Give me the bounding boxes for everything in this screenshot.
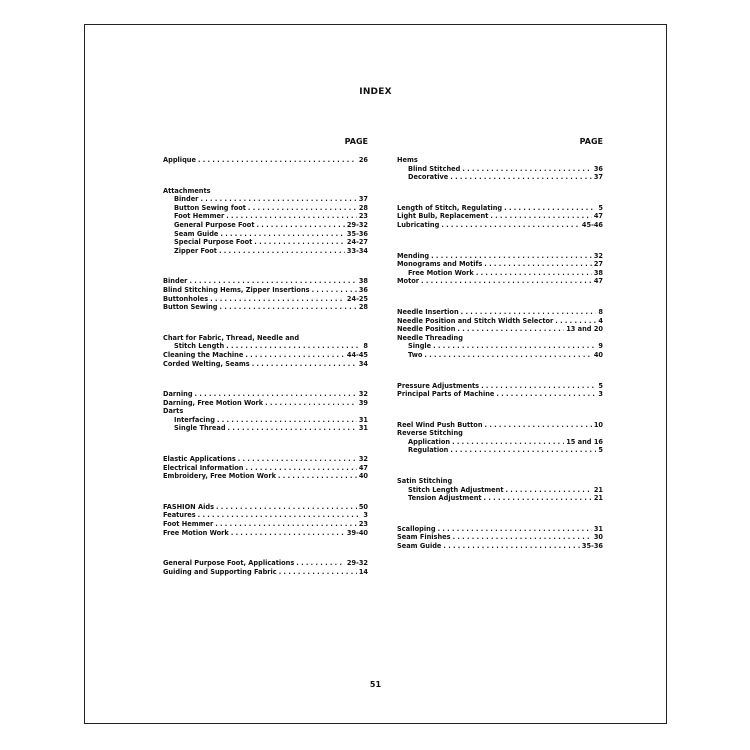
dot-leader (452, 438, 564, 447)
entry-label: Needle Insertion (397, 307, 459, 316)
dot-leader (200, 195, 356, 204)
entry-label: Length of Stitch, Regulating (397, 203, 503, 212)
index-group (397, 525, 603, 551)
document-page (84, 24, 667, 724)
index-entry (397, 429, 603, 438)
entry-page: 31 (358, 424, 368, 433)
entry-label: Reverse Stitching (397, 429, 463, 438)
entry-label: Elastic Applications (163, 455, 236, 464)
entry-label: Zipper Foot (174, 246, 217, 255)
entry-label: Darning (163, 390, 193, 399)
index-entry (397, 260, 603, 269)
dot-leader (490, 212, 591, 221)
entry-page: 40 (593, 350, 603, 359)
index-group (163, 390, 368, 433)
entry-page: 35-36 (346, 229, 368, 238)
entry-page: 3 (598, 390, 603, 399)
entry-page: 27 (593, 260, 603, 269)
entry-page: 13 and 20 (566, 325, 603, 334)
page-column-heading: PAGE (579, 137, 603, 146)
entry-page: 39-40 (346, 528, 368, 537)
entry-label: Pressure Adjustments (397, 381, 480, 390)
dot-leader (220, 303, 357, 312)
entry-page: 50 (358, 502, 368, 511)
index-subentry (397, 446, 603, 455)
dot-leader (433, 342, 596, 351)
entry-label: Blind Stitching Hems, Zipper Insertions (163, 285, 310, 294)
entry-page: 29-32 (346, 220, 368, 229)
entry-page: 30 (593, 533, 603, 542)
dot-leader (496, 390, 596, 399)
entry-page: 33-34 (346, 246, 368, 255)
index-entry (397, 477, 603, 486)
dot-leader (210, 295, 345, 304)
index-subentry (397, 342, 603, 351)
index-entry (163, 334, 368, 343)
dot-leader (296, 559, 345, 568)
index-entry (397, 277, 603, 286)
dot-leader (484, 494, 592, 503)
dot-leader (198, 511, 362, 520)
index-entry (397, 525, 603, 534)
index-subentry (397, 438, 603, 447)
entry-label: Foot Hemmer (174, 212, 225, 221)
dot-leader (279, 568, 357, 577)
index-subentry (163, 221, 368, 230)
entry-label: Guiding and Supporting Fabric (163, 567, 277, 576)
index-entry (163, 277, 368, 286)
dot-leader (278, 472, 357, 481)
index-subentry (163, 195, 368, 204)
entry-page: 32 (358, 390, 368, 399)
entry-page: 4 (598, 316, 603, 325)
entry-label: Seam Finishes (397, 533, 451, 542)
entry-label: Special Purpose Foot (174, 238, 253, 247)
dot-leader (438, 525, 592, 534)
index-entry (163, 529, 368, 538)
entry-label: Monograms and Motifs (397, 260, 483, 269)
index-entry (163, 360, 368, 369)
entry-page: 32 (358, 455, 368, 464)
entry-page: 21 (593, 485, 603, 494)
index-entry (397, 334, 603, 343)
index-entry (163, 559, 368, 568)
dot-leader (431, 252, 592, 261)
dot-leader (231, 529, 345, 538)
index-entry (397, 533, 603, 542)
index-subentry (397, 269, 603, 278)
entry-label: Seam Guide (174, 229, 219, 238)
index-group (397, 252, 603, 286)
entry-label: Binder (174, 195, 199, 204)
index-entry (397, 212, 603, 221)
index-subentry (163, 247, 368, 256)
index-entry (163, 156, 368, 165)
dot-leader (457, 325, 564, 334)
entry-page: 5 (598, 381, 603, 390)
page-column-heading: PAGE (344, 137, 368, 146)
entry-label: Light Bulb, Replacement (397, 212, 489, 221)
index-entry (163, 511, 368, 520)
entry-page: 24-27 (346, 238, 368, 247)
index-subentry (163, 204, 368, 213)
index-column-left (163, 137, 368, 598)
entry-label: Application (408, 437, 451, 446)
index-group (163, 156, 368, 165)
index-group (397, 308, 603, 360)
entry-label: Needle Threading (397, 333, 463, 342)
entry-page: 31 (358, 415, 368, 424)
dot-leader (195, 390, 357, 399)
entry-page: 29-32 (346, 559, 368, 568)
entry-label: Regulation (408, 446, 449, 455)
dot-leader (462, 165, 591, 174)
index-entry (397, 204, 603, 213)
entry-page: 44-45 (346, 350, 368, 359)
index-subentry (163, 212, 368, 221)
entry-label: Blind Stitched (408, 164, 461, 173)
dot-leader (450, 446, 596, 455)
dot-leader (228, 424, 357, 433)
index-subentry (397, 486, 603, 495)
index-subentry (397, 173, 603, 182)
entry-page: 36 (358, 285, 368, 294)
index-subentry (397, 494, 603, 503)
entry-label: Satin Stitching (397, 477, 453, 486)
entry-label: Single (408, 342, 432, 351)
index-entry (397, 317, 603, 326)
index-entry (163, 503, 368, 512)
dot-leader (217, 416, 357, 425)
index-subentry (397, 351, 603, 360)
entry-label: Darning, Free Motion Work (163, 398, 264, 407)
entry-label: Buttonholes (163, 294, 209, 303)
entry-label: Stitch Length Adjustment (408, 485, 504, 494)
dot-leader (216, 503, 357, 512)
index-group (397, 156, 603, 182)
dot-leader (555, 317, 596, 326)
entry-label: Chart for Fabric, Thread, Needle and (163, 333, 300, 342)
entry-page: 36 (593, 164, 603, 173)
entry-page: 37 (358, 195, 368, 204)
dot-leader (443, 542, 580, 551)
entry-label: Mending (397, 251, 430, 260)
dot-leader (198, 156, 357, 165)
entry-label: Cleaning the Machine (163, 350, 244, 359)
entry-label: Single Thread (174, 424, 226, 433)
index-group (397, 382, 603, 399)
entry-label: Principal Parts of Machine (397, 390, 495, 399)
entry-label: Electrical Information (163, 463, 244, 472)
entry-page: 47 (593, 212, 603, 221)
entry-label: Binder (163, 277, 188, 286)
entry-page: 40 (358, 472, 368, 481)
entry-page: 5 (598, 446, 603, 455)
index-entry (397, 252, 603, 261)
dot-leader (254, 238, 345, 247)
entry-label: General Purpose Foot, Applications (163, 559, 295, 568)
dot-leader (312, 286, 357, 295)
dot-leader (424, 351, 591, 360)
dot-leader (450, 173, 592, 182)
entry-label: Foot Hemmer (163, 520, 214, 529)
entry-label: Tension Adjustment (408, 494, 482, 503)
entry-page: 23 (358, 212, 368, 221)
index-entry (163, 399, 368, 408)
entry-label: Free Motion Work (408, 268, 474, 277)
index-group (163, 187, 368, 256)
dot-leader (476, 269, 592, 278)
entry-label: Reel Wind Push Button (397, 420, 483, 429)
dot-leader (505, 486, 591, 495)
index-entry (163, 390, 368, 399)
index-group (163, 503, 368, 537)
dot-leader (226, 212, 357, 221)
index-entry (397, 221, 603, 230)
dot-leader (215, 520, 357, 529)
dot-leader (245, 464, 356, 473)
index-entry (397, 542, 603, 551)
index-group (397, 204, 603, 230)
index-entry (163, 286, 368, 295)
dot-leader (461, 308, 597, 317)
index-group (163, 334, 368, 368)
dot-leader (453, 533, 592, 542)
entry-page: 28 (358, 203, 368, 212)
dot-leader (252, 360, 357, 369)
index-entry (397, 421, 603, 430)
entry-label: Stitch Length (174, 342, 225, 351)
entry-page: 9 (598, 342, 603, 351)
entry-page: 38 (593, 268, 603, 277)
dot-leader (245, 351, 345, 360)
entry-label: General Purpose Foot (174, 220, 255, 229)
entry-page: 10 (593, 420, 603, 429)
index-entry (163, 407, 368, 416)
dot-leader (219, 247, 345, 256)
entry-page: 24-25 (346, 294, 368, 303)
entry-label: Button Sewing foot (174, 203, 246, 212)
index-groups-right (397, 156, 603, 551)
index-subentry (397, 165, 603, 174)
index-entry (163, 464, 368, 473)
entry-label: Interfacing (174, 415, 215, 424)
index-group (163, 277, 368, 311)
dot-leader (189, 277, 356, 286)
index-subentry (163, 238, 368, 247)
dot-leader (220, 230, 345, 239)
index-entry (397, 325, 603, 334)
entry-page: 28 (358, 303, 368, 312)
entry-label: Applique (163, 156, 196, 164)
index-group (163, 455, 368, 481)
entry-page: 32 (593, 251, 603, 260)
dot-leader (421, 277, 592, 286)
entry-page: 14 (358, 567, 368, 576)
dot-leader (265, 399, 357, 408)
entry-label: Embroidery, Free Motion Work (163, 472, 276, 481)
entry-page: 35-36 (581, 542, 603, 551)
entry-page: 38 (358, 277, 368, 286)
index-group (397, 477, 603, 503)
index-subentry (163, 230, 368, 239)
index-entry (163, 187, 368, 196)
entry-label: Hems (397, 156, 418, 164)
entry-page: 3 (363, 511, 368, 520)
index-groups-left (163, 156, 368, 576)
dot-leader (248, 204, 357, 213)
index-entry (397, 308, 603, 317)
entry-label: FASHION Aids (163, 502, 214, 511)
index-entry (397, 156, 603, 165)
entry-label: Needle Position and Stitch Width Selector (397, 316, 554, 325)
entry-page: 37 (593, 173, 603, 182)
entry-page: 34 (358, 359, 368, 368)
dot-leader (504, 204, 596, 213)
entry-label: Free Motion Work (163, 528, 229, 537)
index-entry (397, 382, 603, 391)
index-group (397, 421, 603, 455)
entry-page: 15 and 16 (566, 437, 603, 446)
dot-leader (484, 260, 592, 269)
index-entry (397, 390, 603, 399)
page-title: INDEX (359, 87, 392, 97)
entry-label: Darts (163, 407, 184, 416)
entry-page: 47 (358, 463, 368, 472)
dot-leader (256, 221, 344, 230)
index-entry (163, 351, 368, 360)
entry-label: Attachments (163, 186, 211, 195)
entry-page: 26 (358, 156, 368, 164)
dot-leader (238, 455, 357, 464)
entry-page: 5 (598, 203, 603, 212)
dot-leader (481, 382, 596, 391)
dot-leader (226, 342, 361, 351)
index-subentry (163, 416, 368, 425)
entry-label: Lubricating (397, 220, 440, 229)
entry-page: 31 (593, 524, 603, 533)
index-entry (163, 303, 368, 312)
dot-leader (441, 221, 580, 230)
entry-page: 45-46 (581, 220, 603, 229)
entry-label: Motor (397, 277, 420, 286)
entry-page: 8 (598, 307, 603, 316)
index-entry (163, 455, 368, 464)
entry-page: 21 (593, 494, 603, 503)
entry-label: Scalloping (397, 524, 436, 533)
page-number: 51 (369, 680, 382, 689)
index-subentry (163, 342, 368, 351)
entry-page: 23 (358, 520, 368, 529)
entry-label: Decorative (408, 173, 449, 182)
dot-leader (485, 421, 592, 430)
index-subentry (163, 424, 368, 433)
entry-label: Two (408, 350, 423, 359)
entry-label: Button Sewing (163, 303, 218, 312)
entry-page: 8 (363, 342, 368, 351)
entry-label: Features (163, 511, 196, 520)
entry-page: 47 (593, 277, 603, 286)
entry-label: Needle Position (397, 325, 456, 334)
entry-label: Seam Guide (397, 542, 442, 551)
index-entry (163, 568, 368, 577)
index-group (163, 559, 368, 576)
index-column-right (397, 137, 603, 573)
index-entry (163, 520, 368, 529)
entry-label: Corded Welting, Seams (163, 359, 250, 368)
index-entry (163, 295, 368, 304)
entry-page: 39 (358, 398, 368, 407)
index-entry (163, 472, 368, 481)
